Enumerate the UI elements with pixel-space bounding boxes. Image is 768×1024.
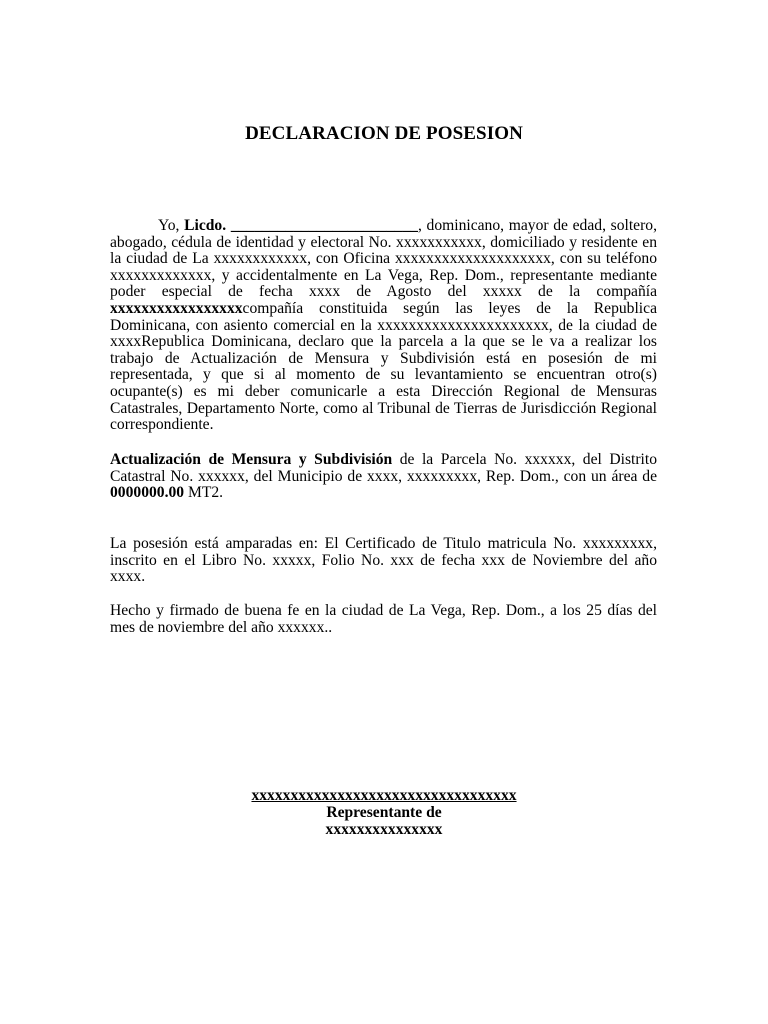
declaration-paragraph [110,218,657,434]
name-blank-line: ________________________ [230,217,418,234]
signature-line: xxxxxxxxxxxxxxxxxxxxxxxxxxxxxxxxxx [251,787,517,804]
parcel-work-type: Actualización de Mensura y Subdivisión [110,451,393,468]
possession-basis-paragraph: La posesión está amparadas en: El Certificado de Titulo matricula No. xxxxxxxxx, inscrito en el Libro No. xxxxx, Folio No. xxx de fecha xxx de Noviembre del año xxxx. [110,535,657,586]
licdo-label: Licdo. [184,217,227,234]
parcel-area-unit: MT2. [184,484,224,502]
declaration-text-rest: compañía constituida según las leyes de la Republica Dominicana, con asiento comercial en la xxxxxxxxxxxxxxxxxxxxxx, de la ciudad de xxxxRepublica Dominicana, declaro que la parcela a la que se le va a realizar los trabajo de Actualización de Mensura y Subdivisión está en posesión de mi representada, y que si al momento de su levantamiento se encuentran otro(s) ocupante(s) es mi deber comunicarle a esta Dirección Regional de Mensuras Catastrales, Departamento Norte, como al Tribunal de Tierras de Jurisdicción Regional correspondiente. [110,299,657,434]
company-name: xxxxxxxxxxxxxxxxx [110,299,243,317]
document-title: DECLARACION DE POSESION [245,123,523,144]
signature-role: Representante de [326,804,442,821]
declaration-text: , dominicano, mayor de edad, soltero, abogado, cédula de identidad y electoral No. xxxxxxxxxxx, domiciliado y residente en la ciudad de La xxxxxxxxxxxx, con Oficina xxxxxxxxxxxxxxxxxxxx, con su teléfono xxxxxxxxxxxxx, y accidentalmente en La Vega, Rep. Dom., representante mediante poder especial de fecha xxxx de Agosto del xxxxx de la compañía [110,217,657,301]
parcel-text: de la Parcela No. xxxxxx, del Distrito Catastral No. xxxxxx, del Municipio de xxxx, xxxxxxxxx, Rep. Dom., con un área de [110,451,657,485]
signature-company: xxxxxxxxxxxxxxx [325,821,443,838]
parcel-paragraph [110,452,657,502]
parcel-area: 0000000.00 [110,484,185,502]
intro-yo: Yo, [158,217,180,234]
signing-statement-paragraph: Hecho y firmado de buena fe en la ciudad de La Vega, Rep. Dom., a los 25 días del mes de noviembre del año xxxxxx.. [110,602,657,636]
